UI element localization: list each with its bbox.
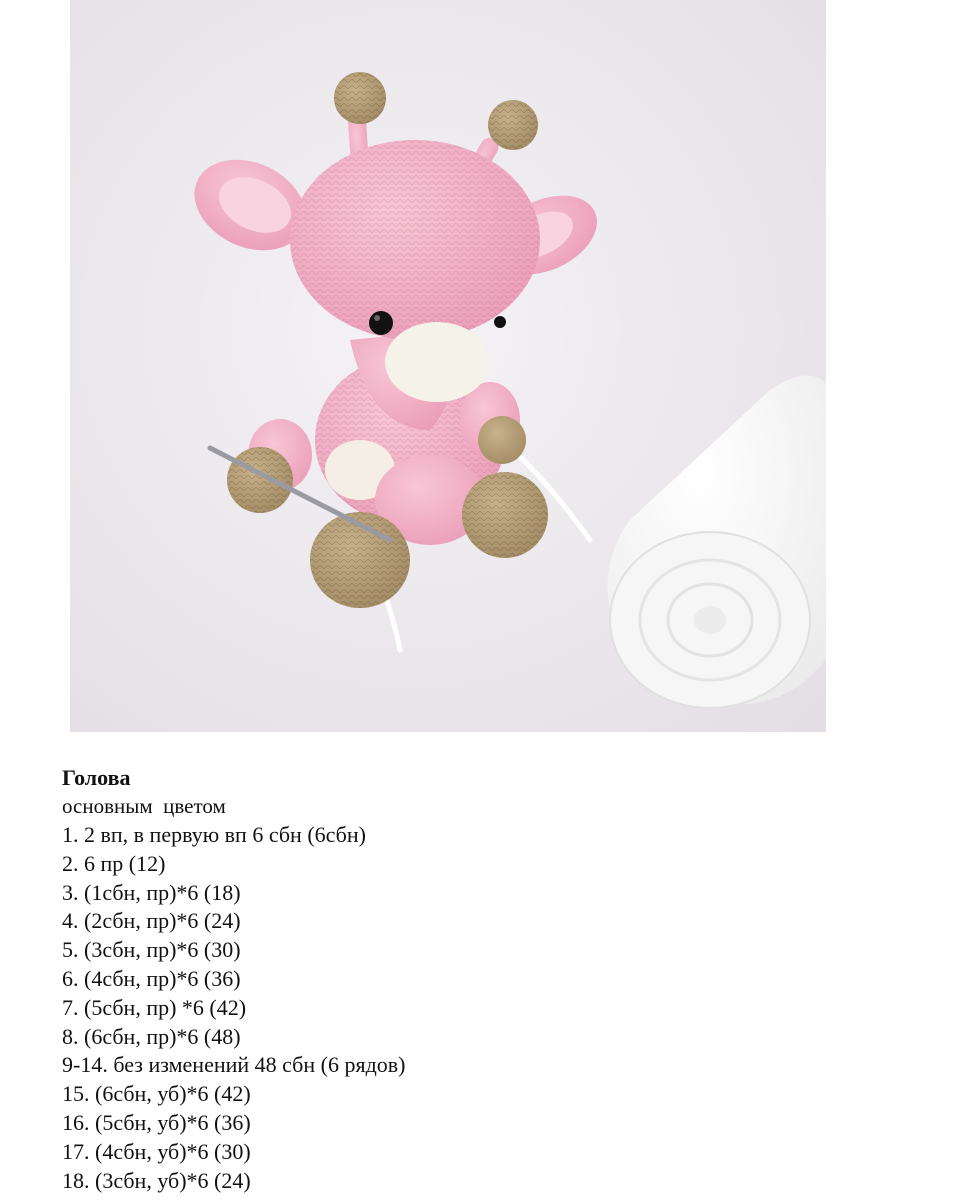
pattern-row: 6. (4сбн, пр)*6 (36) xyxy=(62,965,241,991)
pattern-row: 9-14. без изменений 48 сбн (6 рядов) xyxy=(62,1052,406,1078)
pattern-row: 4. (2сбн, пр)*6 (24) xyxy=(62,908,241,934)
pattern-row: 8. (6сбн, пр)*6 (48) xyxy=(62,1023,241,1049)
pattern-row: 3. (1сбн, пр)*6 (18) xyxy=(62,879,241,905)
pattern-row: 17. (4сбн, уб)*6 (30) xyxy=(62,1138,251,1164)
pattern-row: 18. (3сбн, уб)*6 (24) xyxy=(62,1167,251,1193)
section-title: Голова xyxy=(62,765,131,790)
amigurumi-giraffe-photo xyxy=(70,0,826,732)
pattern-row: 7. (5сбн, пр) *6 (42) xyxy=(62,994,247,1020)
pattern-row: 2. 6 пр (12) xyxy=(62,850,166,876)
section-subtitle: основным цветом xyxy=(62,794,226,818)
pattern-text-block xyxy=(62,764,922,1195)
pattern-row: 16. (5сбн, уб)*6 (36) xyxy=(62,1109,251,1135)
pattern-row: 5. (3сбн, пр)*6 (30) xyxy=(62,937,241,963)
pattern-row: 1. 2 вп, в первую вп 6 сбн (6сбн) xyxy=(62,822,366,847)
pattern-row: 15. (6сбн, уб)*6 (42) xyxy=(62,1081,251,1107)
pattern-rows-list xyxy=(62,821,922,1195)
